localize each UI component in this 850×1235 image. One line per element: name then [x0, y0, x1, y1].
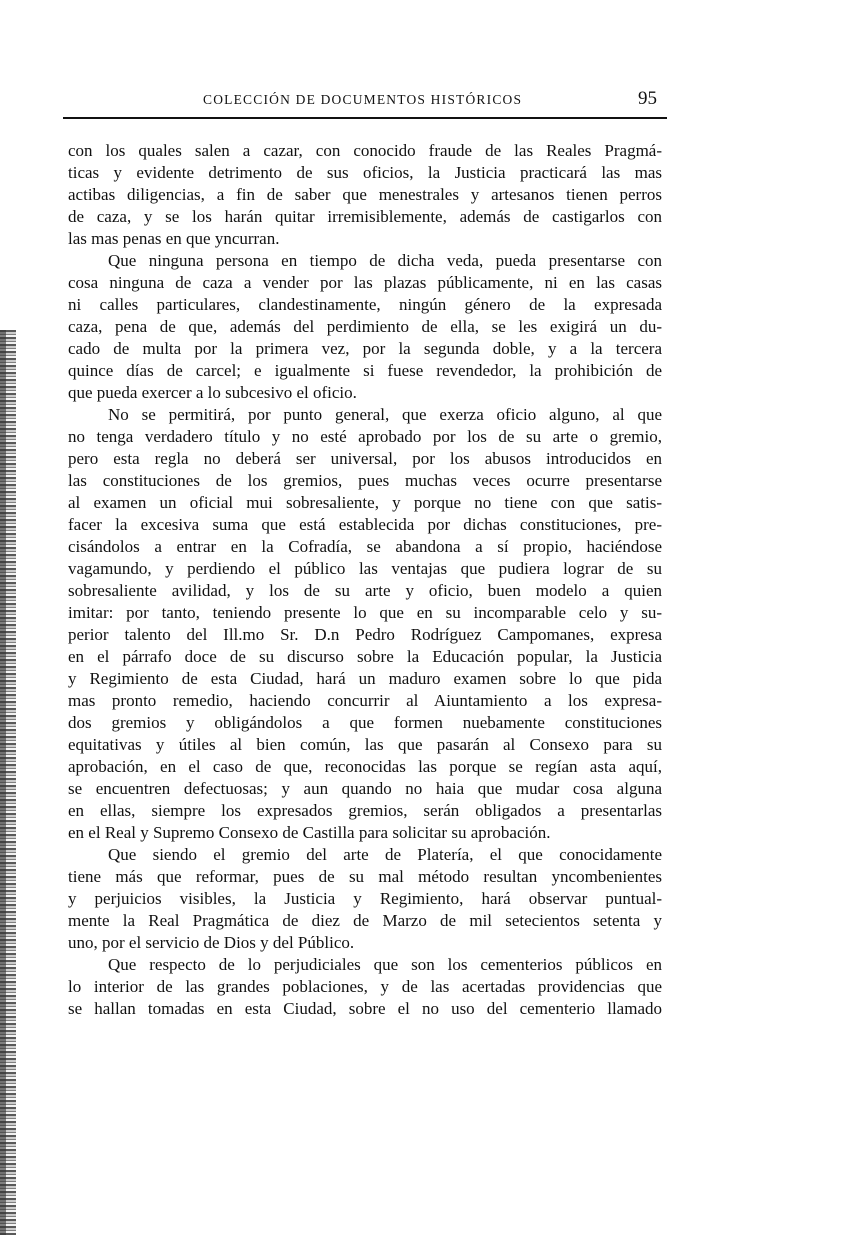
text-line: ni calles particulares, clandestinamente, ningún género de la expresada — [68, 295, 662, 314]
text-line: mente la Real Pragmática de diez de Marzo de mil setecientos setenta y — [68, 911, 662, 930]
text-line: y perjuicios visibles, la Justicia y Regimiento, hará observar puntual- — [68, 889, 662, 908]
text-line: en el párrafo doce de su discurso sobre la Educación popular, la Justicia — [68, 647, 662, 666]
text-line: Que siendo el gremio del arte de Platería, el que conocidamente — [108, 845, 662, 864]
text-line: Que respecto de lo perjudiciales que son los cementerios públicos en — [108, 955, 662, 974]
text-line: las mas penas en que yncurran. — [68, 229, 280, 248]
text-line: caza, pena de que, además del perdimiento de ella, se les exigirá un du- — [68, 317, 662, 336]
text-line: con los quales salen a cazar, con conocido fraude de las Reales Pragmá- — [68, 141, 662, 160]
text-line: aprobación, en el caso de que, reconocidas las porque se regían asta aquí, — [68, 757, 662, 776]
text-line: sobresaliente avilidad, y los de su arte y oficio, buen modelo a quien — [68, 581, 662, 600]
text-line: tiene más que reformar, pues de su mal método resultan yncombenientes — [68, 867, 662, 886]
paragraph — [68, 140, 662, 250]
text-line: no tenga verdadero título y no esté aprobado por los de su arte o gremio, — [68, 427, 662, 446]
text-line: y Regimiento de esta Ciudad, hará un maduro examen sobre lo que pida — [68, 669, 662, 688]
text-line: vagamundo, y perdiendo el público las ventajas que pudiera lograr de su — [68, 559, 662, 578]
text-line: las constituciones de los gremios, pues muchas veces ocurre presentarse — [68, 471, 662, 490]
text-line: Que ninguna persona en tiempo de dicha veda, pueda presentarse con — [108, 251, 662, 270]
text-line: en ellas, siempre los expresados gremios, serán obligados a presentarlas — [68, 801, 662, 820]
text-line: perior talento del Ill.mo Sr. D.n Pedro Rodríguez Campomanes, expresa — [68, 625, 662, 644]
text-line: quince días de carcel; e igualmente si fuese revendedor, la prohibición de — [68, 361, 662, 380]
text-line: pero esta regla no deberá ser universal, por los abusos introducidos en — [68, 449, 662, 468]
header-rule — [63, 117, 667, 119]
paragraph — [68, 954, 662, 1020]
text-line: equitativas y útiles al bien común, las que pasarán al Consexo para su — [68, 735, 662, 754]
text-line: que pueda exercer a lo subcesivo el oficio. — [68, 383, 357, 402]
scan-binding-shadow — [0, 330, 6, 1235]
running-header — [63, 88, 667, 118]
paragraph — [68, 404, 662, 844]
paragraph — [68, 250, 662, 404]
text-line: uno, por el servicio de Dios y del Público. — [68, 933, 355, 952]
text-line: cosa ninguna de caza a vender por las plazas públicamente, ni en las casas — [68, 273, 662, 292]
text-line: imitar: por tanto, teniendo presente lo que en su incomparable celo y su- — [68, 603, 662, 622]
text-line: cisándolos a entrar en la Cofradía, se abandona a sí propio, haciéndose — [68, 537, 662, 556]
running-header-title: COLECCIÓN DE DOCUMENTOS HISTÓRICOS — [203, 92, 523, 107]
text-line: dos gremios y obligándolos a que formen nuebamente constituciones — [68, 713, 662, 732]
text-line: se encuentren defectuosas; y aun quando no haia que mudar cosa alguna — [68, 779, 662, 798]
text-line: mas pronto remedio, haciendo concurrir al Aiuntamiento a los expresa- — [68, 691, 662, 710]
text-line: en el Real y Supremo Consexo de Castilla para solicitar su aprobación. — [68, 823, 551, 842]
text-line: se hallan tomadas en esta Ciudad, sobre el no uso del cementerio llamado — [68, 999, 662, 1018]
body-text — [68, 140, 662, 1020]
text-line: lo interior de las grandes poblaciones, y de las acertadas providencias que — [68, 977, 662, 996]
paragraph — [68, 844, 662, 954]
text-line: al examen un oficial mui sobresaliente, y porque no tiene con que satis- — [68, 493, 662, 512]
text-line: facer la excesiva suma que está establecida por dichas constituciones, pre- — [68, 515, 662, 534]
text-line: actibas diligencias, a fin de saber que menestrales y artesanos tienen perros — [68, 185, 662, 204]
text-line: de caza, y se los harán quitar irremisiblemente, además de castigarlos con — [68, 207, 662, 226]
text-line: ticas y evidente detrimento de sus oficios, la Justicia practicará las mas — [68, 163, 662, 182]
text-line: No se permitirá, por punto general, que exerza oficio alguno, al que — [108, 405, 662, 424]
text-line: cado de multa por la primera vez, por la segunda doble, y a la tercera — [68, 339, 662, 358]
page-number: 95 — [638, 88, 657, 109]
